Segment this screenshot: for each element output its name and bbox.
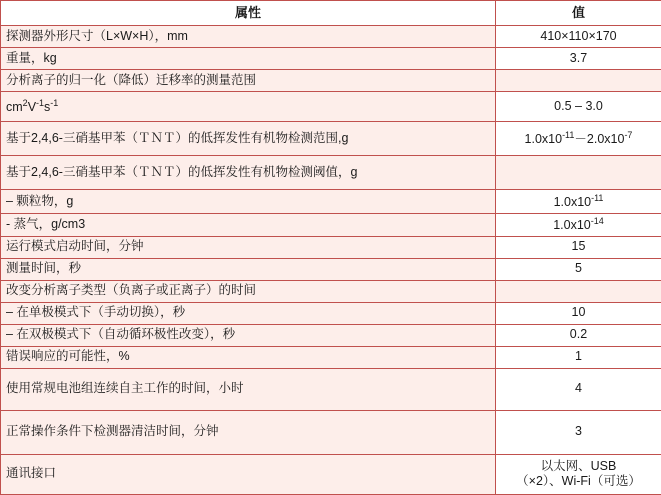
row-value-cell: 0.5 – 3.0	[496, 92, 661, 122]
row-attribute-cell: $cm^2V^{-1}s^{-1}$	[1, 92, 496, 122]
table-row	[1, 48, 661, 70]
table-row	[1, 236, 661, 258]
table-body	[1, 26, 661, 495]
row-value-cell: $1.0x10^{-14}$	[496, 214, 661, 237]
row-attribute-cell: – 在双极模式下（自动循环极性改变），秒	[1, 324, 496, 346]
table-row	[1, 92, 661, 122]
table-row	[1, 156, 661, 190]
row-attribute-cell: 正常操作条件下检测器清洁时间，分钟	[1, 410, 496, 454]
table-header	[1, 1, 661, 26]
row-attribute-cell: – 在单极模式下（手动切换），秒	[1, 302, 496, 324]
row-attribute-cell: 重量，kg	[1, 48, 496, 70]
table-row	[1, 190, 661, 214]
table-row	[1, 346, 661, 368]
row-value-cell	[496, 70, 661, 92]
row-value-cell: $1.0x10^{-11}-2.0x10^{-7}$	[496, 122, 661, 156]
row-value-cell: 3.7	[496, 48, 661, 70]
table-row	[1, 410, 661, 454]
row-attribute-cell: 通讯接口	[1, 454, 496, 494]
row-attribute-cell: 使用常规电池组连续自主工作的时间，小时	[1, 368, 496, 410]
row-attribute-cell: 基于2,4,6-三硝基甲苯（ＴＮＴ）的低挥发性有机物检测范围,g	[1, 122, 496, 156]
table-row	[1, 70, 661, 92]
table-row	[1, 368, 661, 410]
table-header-row	[1, 1, 661, 26]
column-header-value: 值	[496, 1, 661, 26]
row-attribute-cell: - 蒸气，g/cm3	[1, 214, 496, 237]
row-attribute-cell: 错误响应的可能性，%	[1, 346, 496, 368]
row-value-cell	[496, 156, 661, 190]
row-value-cell: 3	[496, 410, 661, 454]
row-attribute-cell: 改变分析离子类型（负离子或正离子）的时间	[1, 280, 496, 302]
table-row	[1, 280, 661, 302]
row-value-cell: 4	[496, 368, 661, 410]
row-attribute-cell: 分析离子的归一化（降低）迁移率的测量范围	[1, 70, 496, 92]
row-attribute-cell: 基于2,4,6-三硝基甲苯（ＴＮＴ）的低挥发性有机物检测阈值，g	[1, 156, 496, 190]
row-attribute-cell: 探测器外形尺寸（L×W×H），mm	[1, 26, 496, 48]
row-value-cell: $1.0x10^{-11}$	[496, 190, 661, 214]
row-value-cell: 410×110×170	[496, 26, 661, 48]
table-row	[1, 258, 661, 280]
column-header-attribute: 属性	[1, 1, 496, 26]
table-row	[1, 26, 661, 48]
row-value-cell: 0.2	[496, 324, 661, 346]
table-row	[1, 214, 661, 237]
row-value-cell: 15	[496, 236, 661, 258]
row-value-cell: 1	[496, 346, 661, 368]
row-attribute-cell: – 颗粒物，g	[1, 190, 496, 214]
table-row	[1, 324, 661, 346]
row-value-cell: 5	[496, 258, 661, 280]
row-value-cell	[496, 280, 661, 302]
row-attribute-cell: 测量时间，秒	[1, 258, 496, 280]
table-row	[1, 454, 661, 494]
row-attribute-cell: 运行模式启动时间，分钟	[1, 236, 496, 258]
row-value-cell: 10	[496, 302, 661, 324]
row-value-cell: 以太网、USB （×2）、Wi-Fi（可选）	[496, 454, 661, 494]
table-row	[1, 302, 661, 324]
table-row	[1, 122, 661, 156]
